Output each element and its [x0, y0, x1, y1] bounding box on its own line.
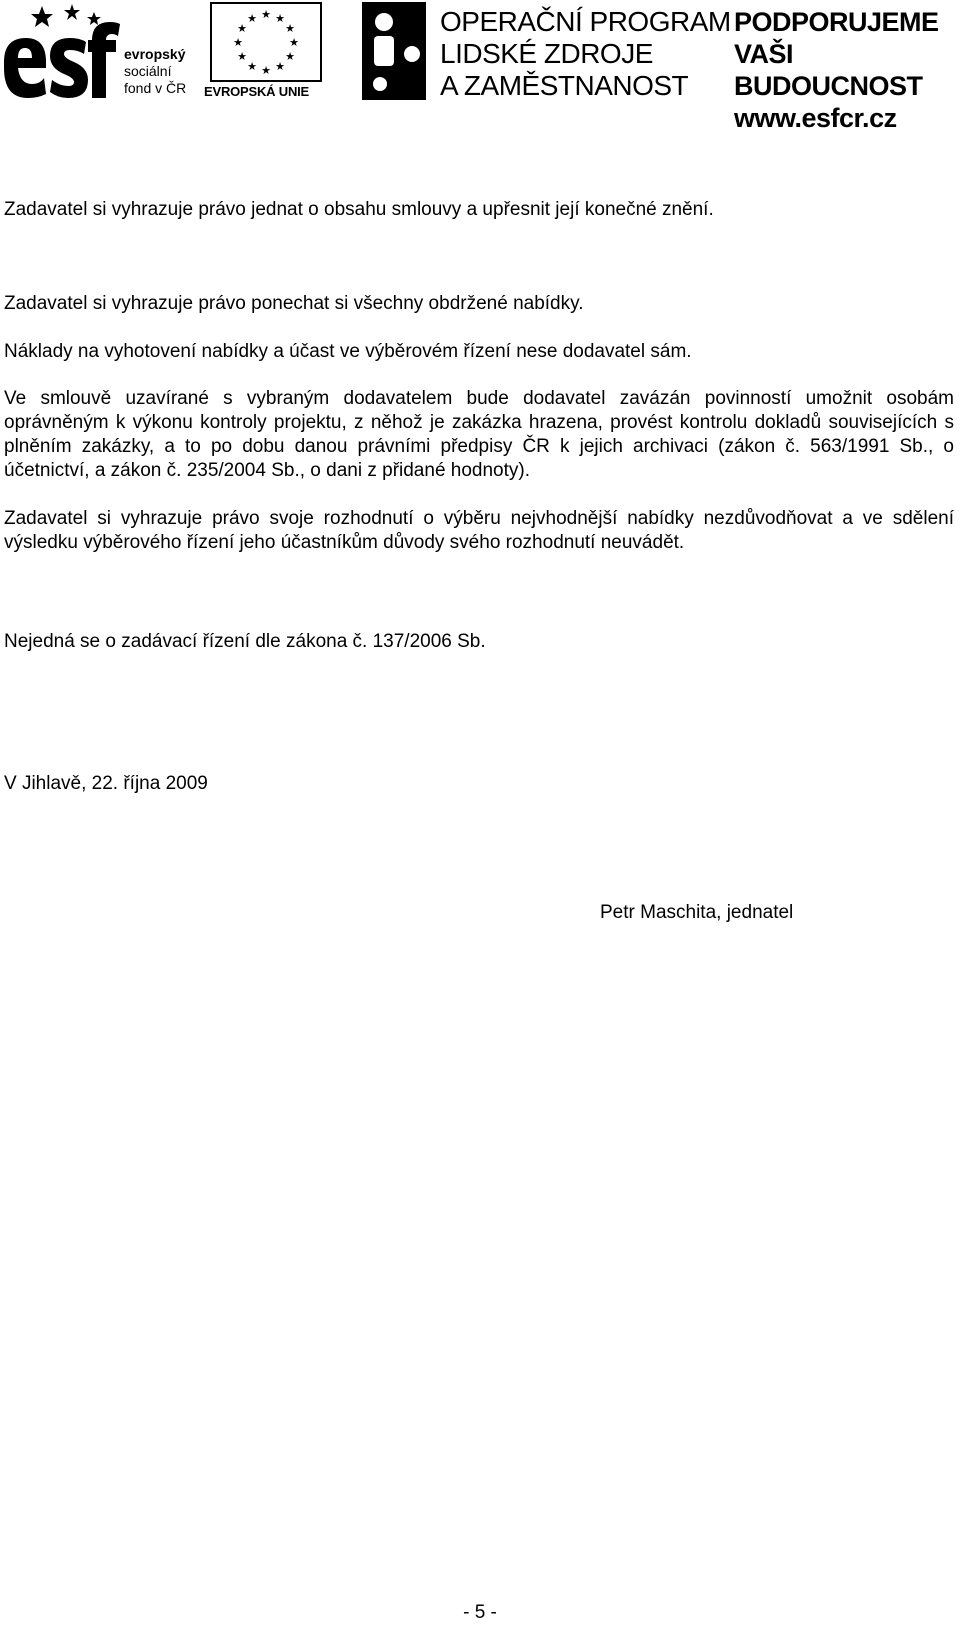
- program-line-3: A ZAMĚSTNANOST: [440, 70, 689, 101]
- eu-logo: [204, 2, 324, 100]
- program-name: [440, 6, 731, 102]
- slogan-line-1: PODPORUJEME: [734, 7, 939, 37]
- page-number: - 5 -: [463, 1602, 497, 1623]
- svg-text:★: ★: [275, 60, 285, 73]
- eu-stars-icon: [212, 4, 320, 80]
- paragraph-2: Zadavatel si vyhrazuje právo ponechat si všechny obdržené nabídky.: [4, 293, 584, 314]
- esf-logo: [2, 2, 197, 100]
- esf-logo-text: [124, 46, 186, 97]
- support-slogan: [734, 6, 960, 134]
- paragraph-1: Zadavatel si vyhrazuje právo jednat o obsahu smlouvy a upřesnit její konečné znění.: [4, 199, 714, 220]
- svg-text:★: ★: [275, 12, 285, 25]
- svg-text:★: ★: [261, 8, 271, 21]
- svg-text:★: ★: [237, 50, 247, 63]
- slogan-line-2: VAŠI BUDOUCNOST: [734, 39, 923, 101]
- program-line-2: LIDSKÉ ZDROJE: [440, 38, 653, 69]
- eu-flag: [210, 2, 322, 82]
- svg-text:★: ★: [233, 36, 243, 49]
- svg-text:★: ★: [285, 22, 295, 35]
- paragraph-5: Zadavatel si vyhrazuje právo svoje rozhodnutí o výběru nejvhodnější nabídky nezdůvodňovat a ve sdělení výsledku výběrového řízení jeho účastníkům důvody svého rozhodnutí neuvádět.: [4, 508, 954, 553]
- svg-text:★: ★: [289, 36, 299, 49]
- website-link[interactable]: www.esfcr.cz: [734, 103, 897, 133]
- svg-text:★: ★: [285, 50, 295, 63]
- logo-header: [0, 0, 960, 133]
- esf-line-3: fond v ČR: [124, 80, 187, 96]
- esf-logo-icon: [2, 2, 120, 100]
- puzzle-person-icon: [362, 2, 426, 100]
- eu-label: EVROPSKÁ UNIE: [204, 84, 310, 99]
- svg-text:★: ★: [247, 12, 257, 25]
- place-and-date: V Jihlavě, 22. října 2009: [4, 773, 208, 794]
- paragraph-3: Náklady na vyhotovení nabídky a účast ve výběrovém řízení nese dodavatel sám.: [4, 341, 692, 362]
- paragraph-6: Nejedná se o zadávací řízení dle zákona č. 137/2006 Sb.: [4, 631, 486, 652]
- esf-line-2: sociální: [124, 63, 172, 79]
- svg-text:★: ★: [247, 60, 257, 73]
- svg-text:★: ★: [237, 22, 247, 35]
- esf-line-1: evropský: [124, 46, 186, 62]
- signature: Petr Maschita, jednatel: [600, 902, 794, 923]
- paragraph-4: Ve smlouvě uzavírané s vybraným dodavatelem bude dodavatel zavázán povinností umožnit osobám oprávněným k výkonu kontroly projektu, z něhož je zakázka hrazena, provést kontrolu dokladů souvisejících s plněním zakázky, a to po dobu danou právními předpisy ČR k jejich archivaci (zákon č. 563/1991 Sb., o účetnictví, a zákon č. 235/2004 Sb., o dani z přidané hodnoty).: [4, 388, 954, 481]
- svg-text:★: ★: [261, 64, 271, 77]
- program-line-1: OPERAČNÍ PROGRAM: [440, 6, 731, 37]
